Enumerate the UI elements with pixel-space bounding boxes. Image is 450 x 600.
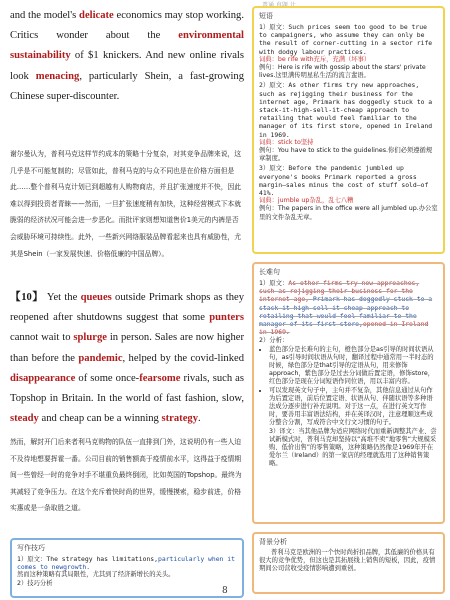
vocab-item: [259, 81, 438, 163]
paragraph-2-chinese: 然而，解封开门后来者利马克购物的队伍一直排到门外，这说明仍有一些人迫不及待地想要挥霍一番。公司目前的销售额高于疫情前水平，这得益于疫情期间一些曾经一时的竞争对手不堪重负最终倒闭，比如英国的Topshop。最终为其减轻了竞争压力。在这个充斥着快时尚的世界，缓慢摸索，稳步前进，价格实惠或是一条取胜之道。: [10, 438, 242, 513]
vocab-item: [259, 164, 438, 221]
vocab-example-label: 例句：: [259, 147, 278, 155]
keyword: steady: [10, 413, 39, 425]
page-number: 8: [222, 586, 228, 596]
vocab-label: 1）原文：: [259, 23, 289, 31]
vocab-heading: 短语: [259, 12, 273, 20]
keyword: disappearance: [10, 372, 76, 384]
text-run: cannot wait to: [10, 332, 74, 344]
writing-heading: 写作技巧: [17, 544, 45, 552]
paragraph-marker: 【10】: [10, 292, 44, 303]
text-run: , helped by the covid-linked: [122, 352, 245, 364]
text-run: outside Primark shops as they reopened after shutdowns suggest that some: [10, 292, 244, 324]
vocab-label: 2）原文：: [259, 81, 289, 90]
sentence-part: opened in Ireland in 1969.: [259, 320, 429, 337]
keyword: punters: [209, 312, 244, 324]
long-sentence-box: [252, 262, 445, 524]
keyword: strategy: [161, 413, 198, 425]
sentence-part: Primark has doggedly stuck to a stack-it-high-sell-it-cheap approach to retailing that would feel familiar to the manager of its first store,: [259, 295, 433, 329]
text-run: rivals, such as Topshop in Britain. In the world of fast fashion, slow,: [10, 372, 244, 405]
text-run: Yet the: [43, 292, 81, 303]
writing-skills-box: [10, 538, 244, 598]
writing-original-highlight: particularly when it comes to newgrowth.: [17, 555, 235, 572]
keyword: delicate: [79, 10, 114, 21]
long-sentence-heading: 长难句: [259, 268, 280, 276]
keyword: splurge: [73, 332, 107, 344]
text-run: economics may stop working. Critics wonder about the: [10, 10, 244, 42]
vocab-original: Such prices seem too good to be true to campaigners, who assume they can only be the result of corner-cutting in a sector rife with dodgy labour practices.: [259, 23, 433, 56]
text-run: of some once-: [75, 372, 140, 384]
text-run: .: [198, 413, 201, 425]
background-box: [252, 532, 445, 594]
sentence-part: As other firms try new approaches, such as rejigging their business for the internet age,: [259, 279, 420, 304]
background-heading: 背景分析: [259, 538, 287, 546]
paragraph-1-english: [10, 6, 244, 107]
text-run: and the model's: [10, 10, 80, 21]
text-run: and cheap can be a winning: [38, 413, 162, 425]
keyword: queues: [80, 292, 112, 303]
keyword: environmental sustainability: [10, 30, 244, 62]
vocab-label: 3）原文：: [259, 164, 289, 173]
vocab-example: You have to stick to the guidelines.你们必须遵循规章制度。: [259, 147, 433, 163]
text-run: in person. Sales are now higher than before the: [10, 332, 245, 364]
vocab-example-label: 例句：: [259, 64, 278, 72]
keyword: fearsome: [139, 372, 181, 384]
vocab-item-list: [259, 23, 438, 222]
vocab-original: As other firms try new approaches, such as rejigging their business for the internet age, Primark has doggedly stuck to a stack-it-high-sell-it-cheap approach to retailing that would feel familiar to the manager of its first store, opened in Ireland in 1969.: [259, 81, 433, 139]
vocab-original: Before the pandemic jumbled up everyone's books Primark reported a gross margin—sales minus the cost of stuff sold—of 41%.: [259, 164, 429, 198]
writing-next-label: 2）技巧分析: [17, 579, 53, 587]
vocab-word: 词典：be rife with充斥，充满（坏事）: [259, 55, 371, 63]
vocab-word: 词典：stick to坚持: [259, 138, 314, 146]
background-text: 普利马克是欧洲的一个快时尚折扣品牌，其低廉的价格具有很大的竞争优势，但这也是其拓展线上销售的短板，因此，疫情期间公司营收受疫情影响遭到重创。: [259, 549, 436, 573]
analysis-point: 3）译文：当其他品牌为适应网络时代而重新调整其产业、尝试新模式时，普利马克却坚持以“高堆不卖”地零售“大规模采购、低价出售”的零售策略，这种策略仍然像是1969年开在爱尔兰（Ireland）的第一家店的经理就选用了这种销售策略。: [269, 427, 437, 468]
keyword: menacing: [35, 70, 80, 82]
text-run: of $1 knickers. And new online rivals look: [10, 50, 244, 82]
writing-original-plain: The strategy has limitations,: [46, 555, 158, 563]
sentence-analysis-label: 2）分析：: [259, 337, 289, 345]
sentence-original-text: [259, 279, 432, 336]
vocab-example: The papers in the office were all jumbled up.办公室里的文件杂乱无章。: [259, 205, 438, 221]
sentence-original-label: 1）原文：: [259, 279, 289, 287]
keyword: pandemic: [78, 352, 123, 364]
vocab-item: [259, 23, 438, 80]
vocab-word: 词典：jumble up杂乱，乱七八糟: [259, 197, 354, 205]
analysis-point-list: [259, 346, 438, 469]
paragraph-2-english: [10, 288, 244, 429]
analysis-point: • 可以发现英文句子中，主句并不复杂，其他信息通过从句作为后置定语，前后位置定语、状语从句、伴随状语等多种语法成分逐步进行补充说明。对于这一点，在进行英文写作时，要善用丰富语法结构，并在英译汉时，注意理顺这些成分整合分割，写成符合中文行文习惯的句子。: [269, 387, 438, 428]
paragraph-1-chinese: 谢尔曼认为，普利马克这样节约成本的策略十分复杂，对其竞争品牌来说，这几乎是不可能复制的；尽管如此，普利马克的与众不同也是在价格方面但是此……整个普利马克计划已到超越有人购物商店，并且扩张速度并不快，因此难以得到投资者青睐——然而，一旦扩张速度稍有加快，这种经营模式下本就脆弱的经济状况可能会进一步恶化。而批评家则想知道售价1美元的内裤是否会威胁环境可持续性。此外，一些新兴网络服装品牌看起来也具有威胁性，尤其是Shein（一家发展快速、价格低廉的中国品牌）。: [10, 150, 242, 258]
vocab-example-label: 例句：: [259, 205, 278, 213]
vocab-example: Here is rife with gossip about the stars' private lives.这里满传明星私生活的流言蜚语。: [259, 64, 426, 80]
writing-translation: 然而这种策略有其局限性，尤其到了经济新增长的关头。: [17, 571, 175, 579]
text-run: , particularly Shein, a fast-growing Chinese super-discounter.: [10, 70, 245, 102]
writing-original-label: 1）原文：: [17, 555, 47, 563]
analysis-point: • 蓝色部分是长难句的主句，橙色部分是as引导的时间状语从句，as引导时间状语从句时，翻译过程中通常用一半时态的时候，绿色部分是that引导的定语从句，用来修饰approach，紫色部分是过去分词做后置定语，修饰store，红色部分是现在分词短语作同位语，用以丰富内容。: [269, 346, 438, 387]
vocab-box: [252, 6, 445, 254]
